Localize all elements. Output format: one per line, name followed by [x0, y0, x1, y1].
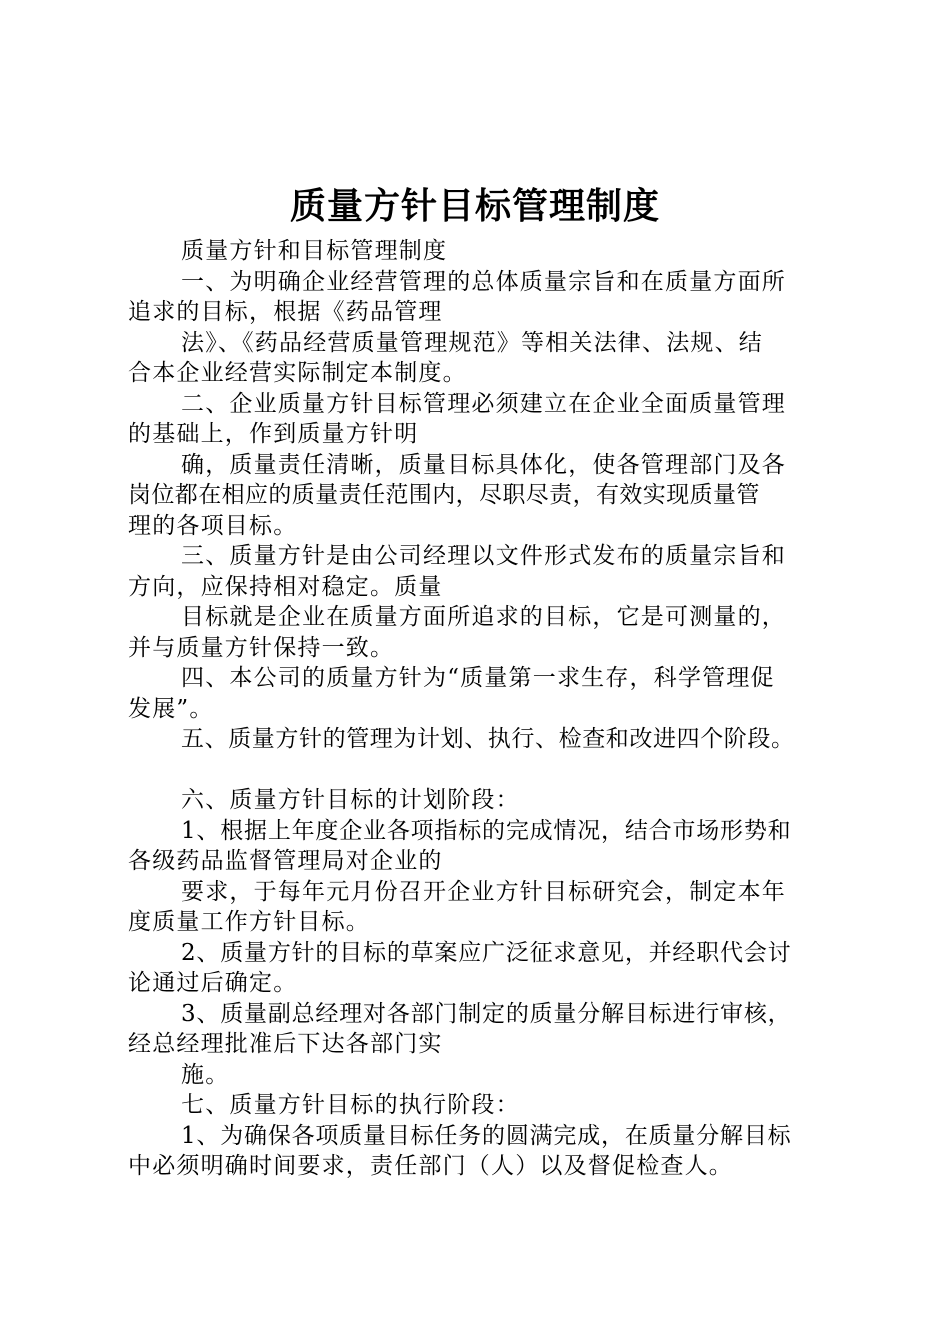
paragraph-line: 的基础上，作到质量方针明 — [128, 421, 419, 447]
paragraph-line: 岗位都在相应的质量责任范围内，尽职尽责，有效实现质量管 — [128, 482, 760, 508]
paragraph-line: 中必须明确时间要求，责任部门（人）以及督促检查人。 — [128, 1153, 733, 1179]
paragraph-line: 要求，于每年元月份召开企业方针目标研究会，制定本年 — [181, 879, 786, 905]
paragraph-line: 2、质量方针的目标的草案应广泛征求意见，并经职代会讨 — [181, 940, 792, 966]
paragraph-line: 追求的目标，根据《药品管理 — [128, 299, 443, 325]
paragraph-line: 度质量工作方针目标。 — [128, 909, 370, 935]
paragraph-line: 三、质量方针是由公司经理以文件形式发布的质量宗旨和 — [181, 543, 786, 569]
paragraph-line: 质量方针和目标管理制度 — [181, 238, 448, 264]
paragraph-line: 一、为明确企业经营管理的总体质量宗旨和在质量方面所 — [181, 269, 786, 295]
paragraph-line: 合本企业经营实际制定本制度。 — [128, 360, 467, 386]
paragraph-line: 各级药品监督管理局对企业的 — [128, 848, 443, 874]
paragraph-line: 经总经理批准后下达各部门实 — [128, 1031, 443, 1057]
paragraph-line: 确，质量责任清晰，质量目标具体化，使各管理部门及各 — [181, 452, 786, 478]
paragraph-line: 五、质量方针的管理为计划、执行、检查和改进四个阶段。 — [181, 726, 795, 752]
paragraph-line: 施。 — [181, 1062, 230, 1088]
paragraph-line: 法》、《药品经营质量管理规范》等相关法律、法规、结 — [181, 330, 763, 356]
paragraph-line: 并与质量方针保持一致。 — [128, 635, 395, 661]
paragraph-line: 方向，应保持相对稳定。质量 — [128, 574, 443, 600]
paragraph-line: 目标就是企业在质量方面所追求的目标，它是可测量的， — [181, 604, 786, 630]
paragraph-line: 1、为确保各项质量目标任务的圆满完成，在质量分解目标 — [181, 1123, 792, 1149]
paragraph-line: 四、本公司的质量方针为“质量第一求生存，科学管理促 — [181, 665, 775, 691]
document-title: 质量方针目标管理制度 — [289, 186, 660, 227]
paragraph-line: 六、质量方针目标的计划阶段： — [181, 787, 520, 813]
paragraph-line: 3、质量副总经理对各部门制定的质量分解目标进行审核， — [181, 1001, 792, 1027]
paragraph-line: 二、企业质量方针目标管理必须建立在企业全面质量管理 — [181, 391, 786, 417]
paragraph-line: 七、质量方针目标的执行阶段： — [181, 1092, 520, 1118]
paragraph-line: 论通过后确定。 — [128, 970, 298, 996]
paragraph-line: 发展”。 — [128, 696, 214, 722]
paragraph-line: 1、根据上年度企业各项指标的完成情况，结合市场形势和 — [181, 818, 792, 844]
paragraph-line: 理的各项目标。 — [128, 513, 298, 539]
